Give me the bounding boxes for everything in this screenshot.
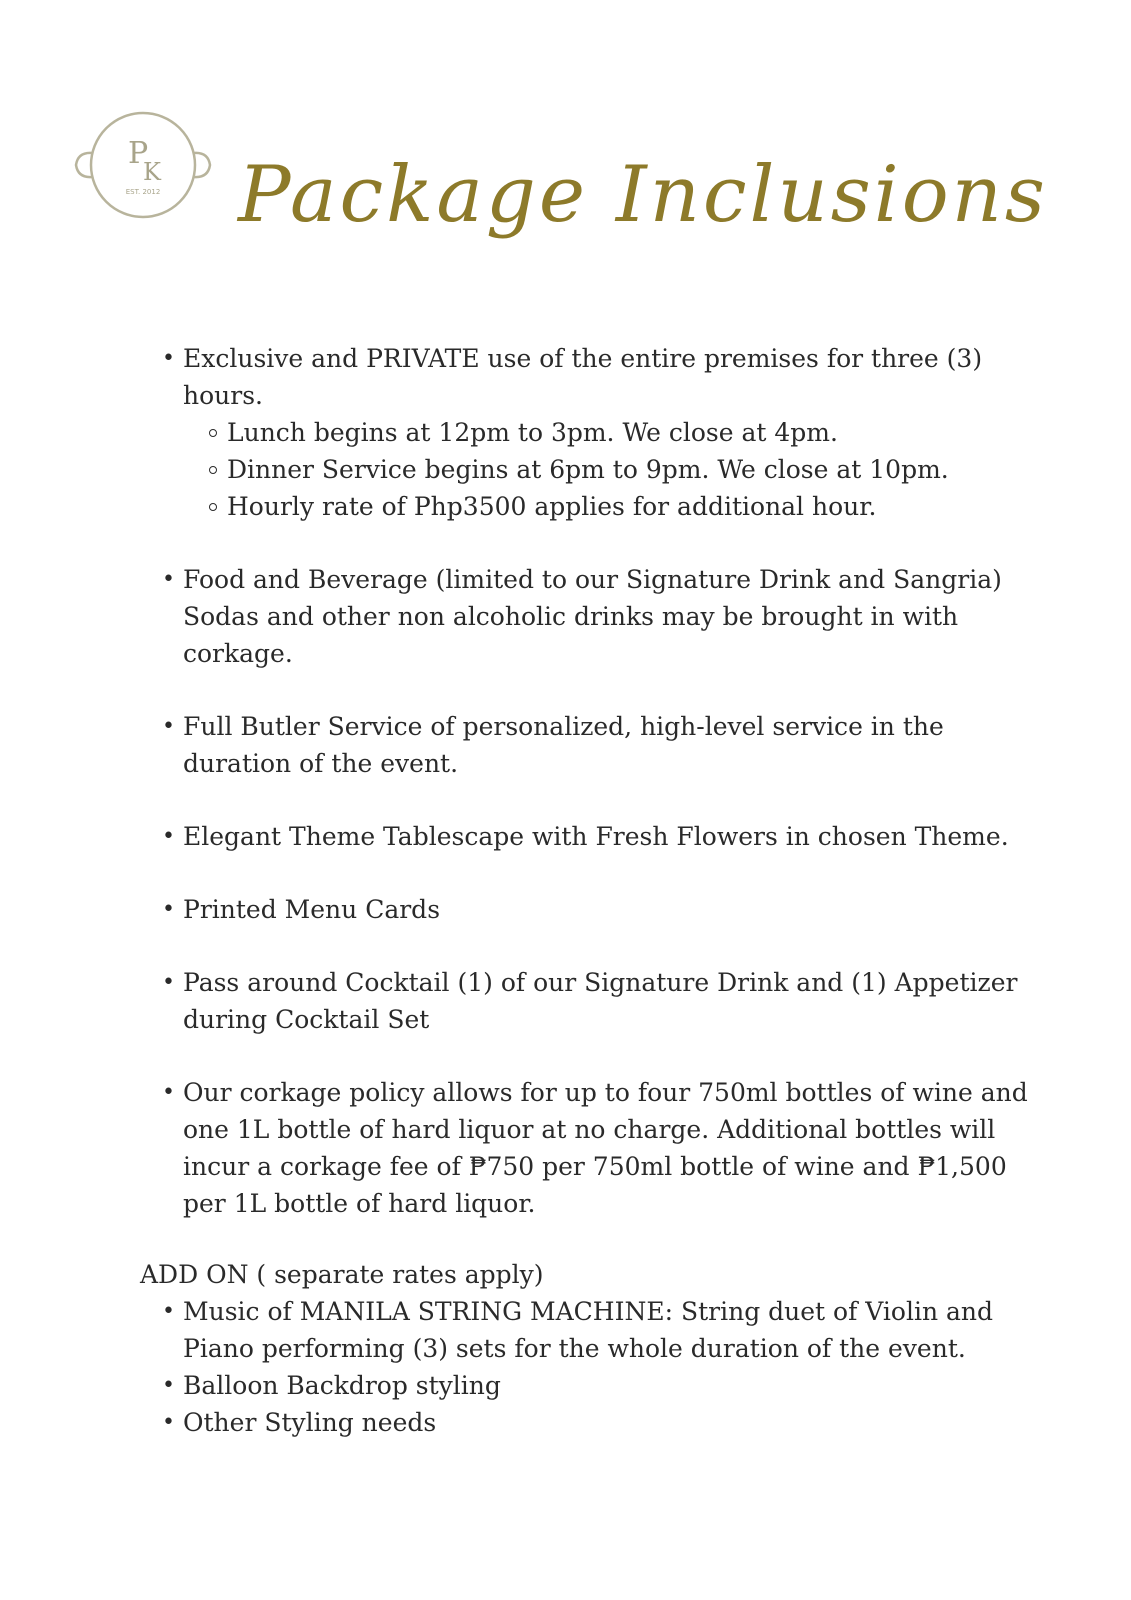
inclusion-item (140, 964, 1040, 1038)
inclusion-text: Pass around Cocktail (1) of our Signature Drink and (1) Appetizer during Cocktail Set (183, 968, 1018, 1034)
inclusion-text: Elegant Theme Tablescape with Fresh Flowers in chosen Theme. (183, 822, 1009, 851)
inclusion-text: Food and Beverage (limited to our Signature Drink and Sangria) Sodas and other non alcoholic drinks may be brought in with corkage. (183, 565, 1002, 668)
logo (70, 108, 216, 222)
inclusion-text: Full Butler Service of personalized, high-level service in the duration of the event. (183, 712, 944, 778)
page-title: Package Inclusions (238, 150, 1048, 240)
sub-list (183, 414, 1040, 525)
inclusion-text: Printed Menu Cards (183, 895, 441, 924)
logo-emblem (70, 108, 216, 222)
logo-est: EST. 2012 (125, 188, 161, 196)
sub-item: Lunch begins at 12pm to 3pm. We close at 4pm. (183, 414, 1040, 451)
sub-item: Dinner Service begins at 6pm to 9pm. We close at 10pm. (183, 451, 1040, 488)
addon-item: • Music of MANILA STRING MACHINE: String duet of Violin and Piano performing (3) sets for the whole duration of the event. (140, 1293, 1040, 1367)
inclusions-list (140, 340, 1040, 1222)
logo-monogram-k: K (143, 158, 161, 186)
inclusion-item (140, 818, 1040, 855)
inclusion-item (140, 891, 1040, 928)
inclusion-item (140, 708, 1040, 782)
inclusion-text: Our corkage policy allows for up to four 750ml bottles of wine and one 1L bottle of hard liquor at no charge. Additional bottles will incur a corkage fee of ₱750 per 750ml bottle of wine and ₱1,500 per 1L bottle of hard liquor. (183, 1078, 1028, 1218)
sub-item: Hourly rate of Php3500 applies for additional hour. (183, 488, 1040, 525)
addon-item: • Balloon Backdrop styling (140, 1367, 1040, 1404)
inclusion-item (140, 561, 1040, 672)
content (140, 340, 1040, 1441)
addon-item: • Other Styling needs (140, 1404, 1040, 1441)
inclusion-item (140, 1074, 1040, 1222)
inclusion-item (140, 340, 1040, 525)
logo-monogram-p: P (128, 136, 149, 171)
addon-list (140, 1293, 1040, 1441)
addon-heading: ADD ON ( separate rates apply) (140, 1260, 544, 1289)
inclusion-text: Exclusive and PRIVATE use of the entire premises for three (3) hours. (183, 344, 983, 410)
